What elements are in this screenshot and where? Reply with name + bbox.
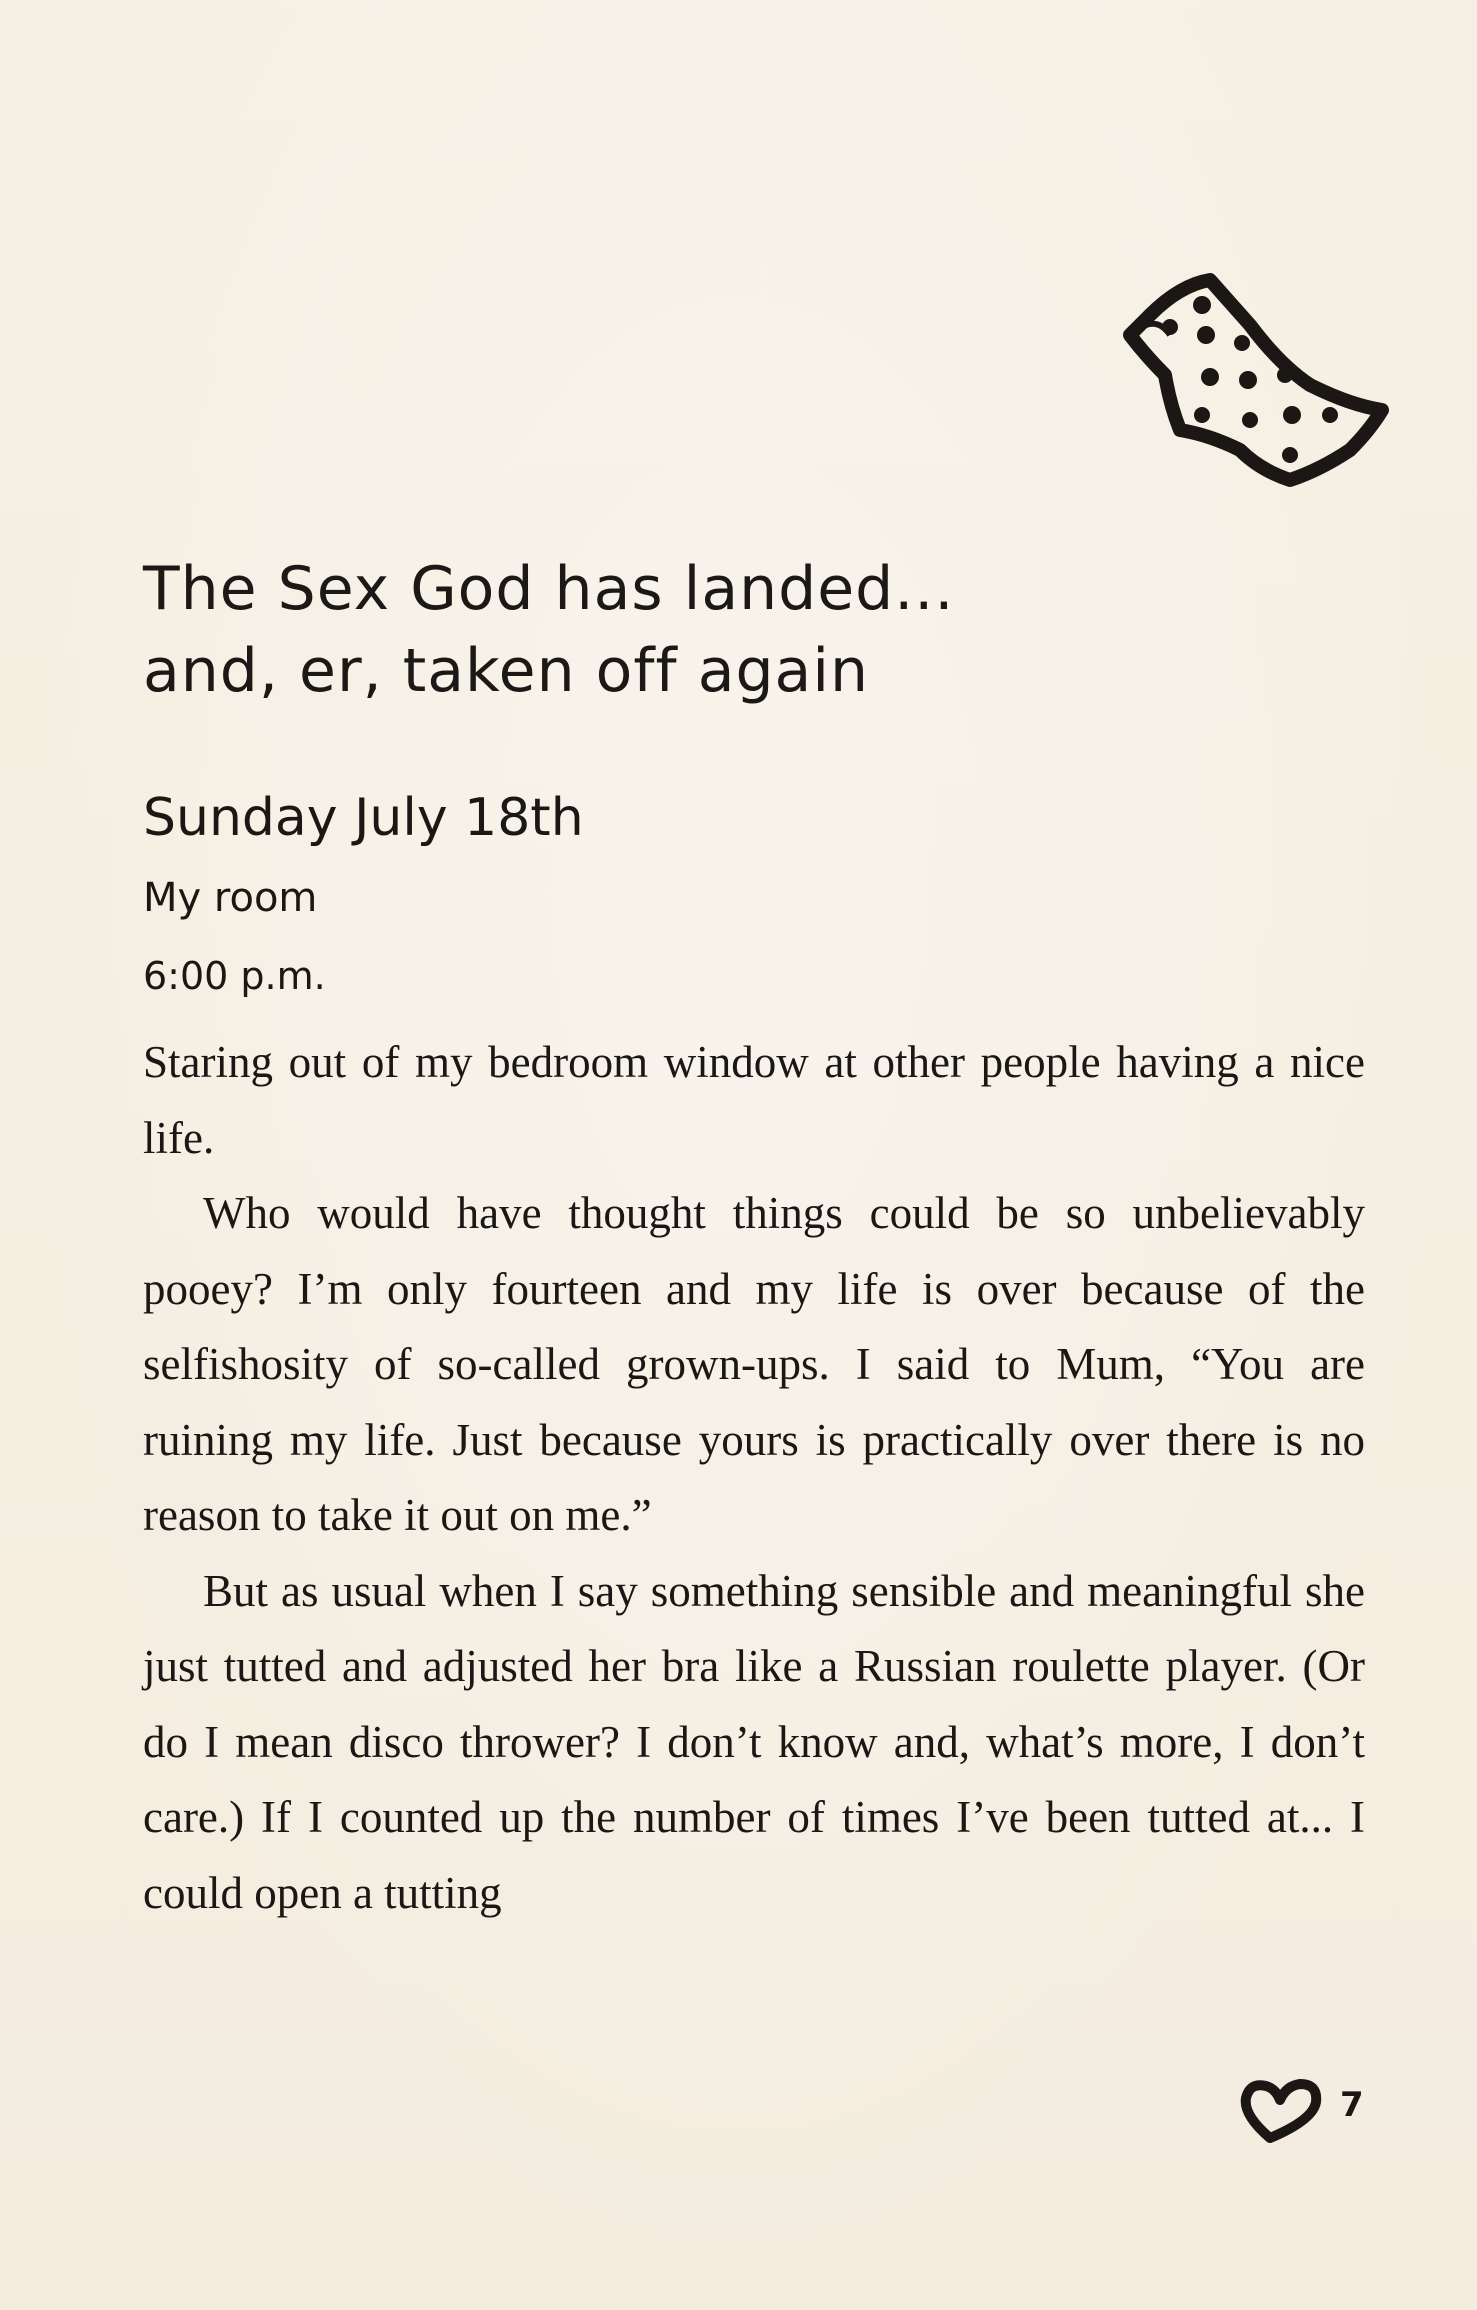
- chapter-heading-line-1: The Sex God has landed...: [143, 554, 955, 624]
- chapter-heading-line-2: and, er, taken off again: [143, 636, 870, 706]
- paragraph: Who would have thought things could be so unbelievably pooey? I’m only fourteen and my life is over because of the selfishosity of so-called grown-ups. I said to Mum, “You are ruining my life. Just because yours is practically over there is no reason to take it out on me.”: [143, 1188, 1365, 1540]
- paragraph: Staring out of my bedroom window at other people having a nice life.: [143, 1037, 1365, 1163]
- page-number: 7: [1340, 2085, 1364, 2125]
- entry-time: 6:00 p.m.: [143, 954, 326, 998]
- paragraph: But as usual when I say something sensible and meaningful she just tutted and adjusted her bra like a Russian roulette player. (Or do I mean disco thrower? I don’t know and, what’s more, I don’t care.) If I counted up the number of times I’ve been tutted at... I could open a tutting: [143, 1565, 1365, 1918]
- chapter-heading: [143, 548, 954, 712]
- entry-place: My room: [143, 875, 318, 921]
- body-text: [143, 1025, 1365, 1931]
- polka-dot-knickers-icon: [1110, 265, 1400, 495]
- entry-date: Sunday July 18th: [143, 788, 584, 848]
